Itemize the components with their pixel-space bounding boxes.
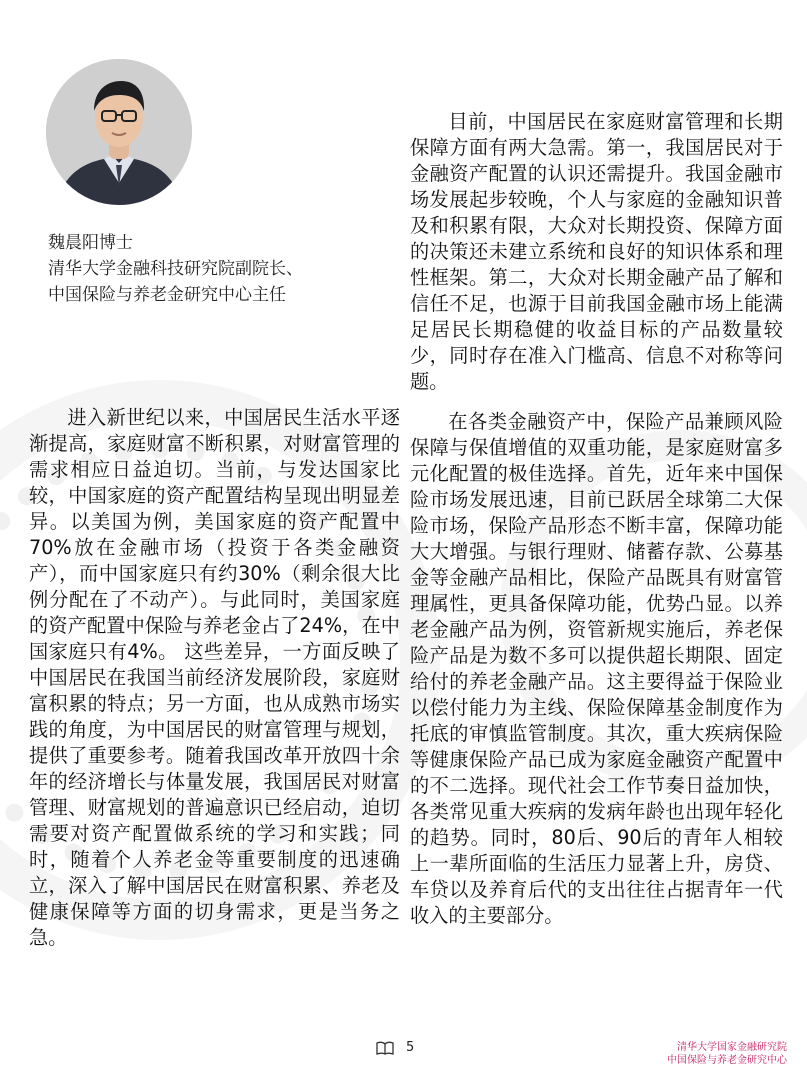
right-column — [410, 109, 783, 929]
book-icon — [376, 1041, 394, 1055]
author-name: 魏晨阳博士 — [48, 233, 133, 253]
author-title-line1: 清华大学金融科技研究院副院长、 — [48, 259, 303, 279]
author-portrait — [46, 59, 192, 205]
org-line1: 清华大学国家金融研究院 — [677, 1042, 787, 1053]
portrait-illustration — [46, 59, 192, 205]
footer-organization — [667, 1041, 787, 1067]
author-info — [48, 230, 303, 308]
left-paragraph-1: 进入新世纪以来，中国居民生活水平逐渐提高，家庭财富不断积累，对财富管理的需求相应日益迫切。当前，与发达国家比较，中国家庭的资产配置结构呈现出明显差异。以美国为例，美国家庭的资产配置中70%放在金融市场（投资于各类金融资产），而中国家庭只有约30%（剩余很大比例分配在了不动产）。与此同时，美国家庭的资产配置中保险与养老金占了24%，在中国家庭只有4%。 这些差异，一方面反映了中国居民在我国当前经济发展阶段，家庭财富积累的特点；另一方面，也从成熟市场实践的角度，为中国居民的财富管理与规划，提供了重要参考。随着我国改革开放四十余年的经济增长与体量发展，我国居民对财富管理、财富规划的普遍意识已经启动，迫切需要对资产配置做系统的学习和实践；同时，随着个人养老金等重要制度的迅速确立，深入了解中国居民在财富积累、养老及健康保障等方面的切身需求，更是当务之急。 — [29, 406, 400, 949]
page-number: 5 — [406, 1040, 415, 1055]
org-line2: 中国保险与养老金研究中心 — [667, 1055, 787, 1066]
right-paragraph-1: 目前，中国居民在家庭财富管理和长期保障方面有两大急需。第一，我国居民对于金融资产配置的认识还需提升。我国金融市场发展起步较晚，个人与家庭的金融知识普及和积累有限，大众对长期投资、保障方面的决策还未建立系统和良好的知识体系和理性框架。第二，大众对长期金融产品了解和信任不足，也源于目前我国金融市场上能满足居民长期稳健的收益目标的产品数量较少，同时存在准入门槛高、信息不对称等问题。 — [410, 110, 783, 393]
author-title-line2: 中国保险与养老金研究中心主任 — [48, 285, 286, 305]
right-paragraph-2: 在各类金融资产中，保险产品兼顾风险保障与保值增值的双重功能，是家庭财富多元化配置的极佳选择。首先，近年来中国保险市场发展迅速，目前已跃居全球第二大保险市场，保险产品形态不断丰富，保障功能大大增强。与银行理财、储蓄存款、公募基金等金融产品相比，保险产品既具有财富管理属性，更具备保障功能，优势凸显。以养老金融产品为例，资管新规实施后，养老保险产品是为数不多可以提供超长期限、固定给付的养老金融产品。这主要得益于保险业以偿付能力为主线、保险保障基金制度作为托底的审慎监管制度。其次，重大疾病保险等健康保险产品已成为家庭金融资产配置中的不二选择。现代社会工作节奏日益加快，各类常见重大疾病的发病年龄也出现年轻化的趋势。同时，80后、90后的青年人相较上一辈所面临的生活压力显著上升，房贷、车贷以及养育后代的支出往往占据青年一代收入的主要部分。 — [410, 410, 783, 927]
page-footer — [376, 1040, 414, 1055]
left-column — [29, 405, 400, 951]
